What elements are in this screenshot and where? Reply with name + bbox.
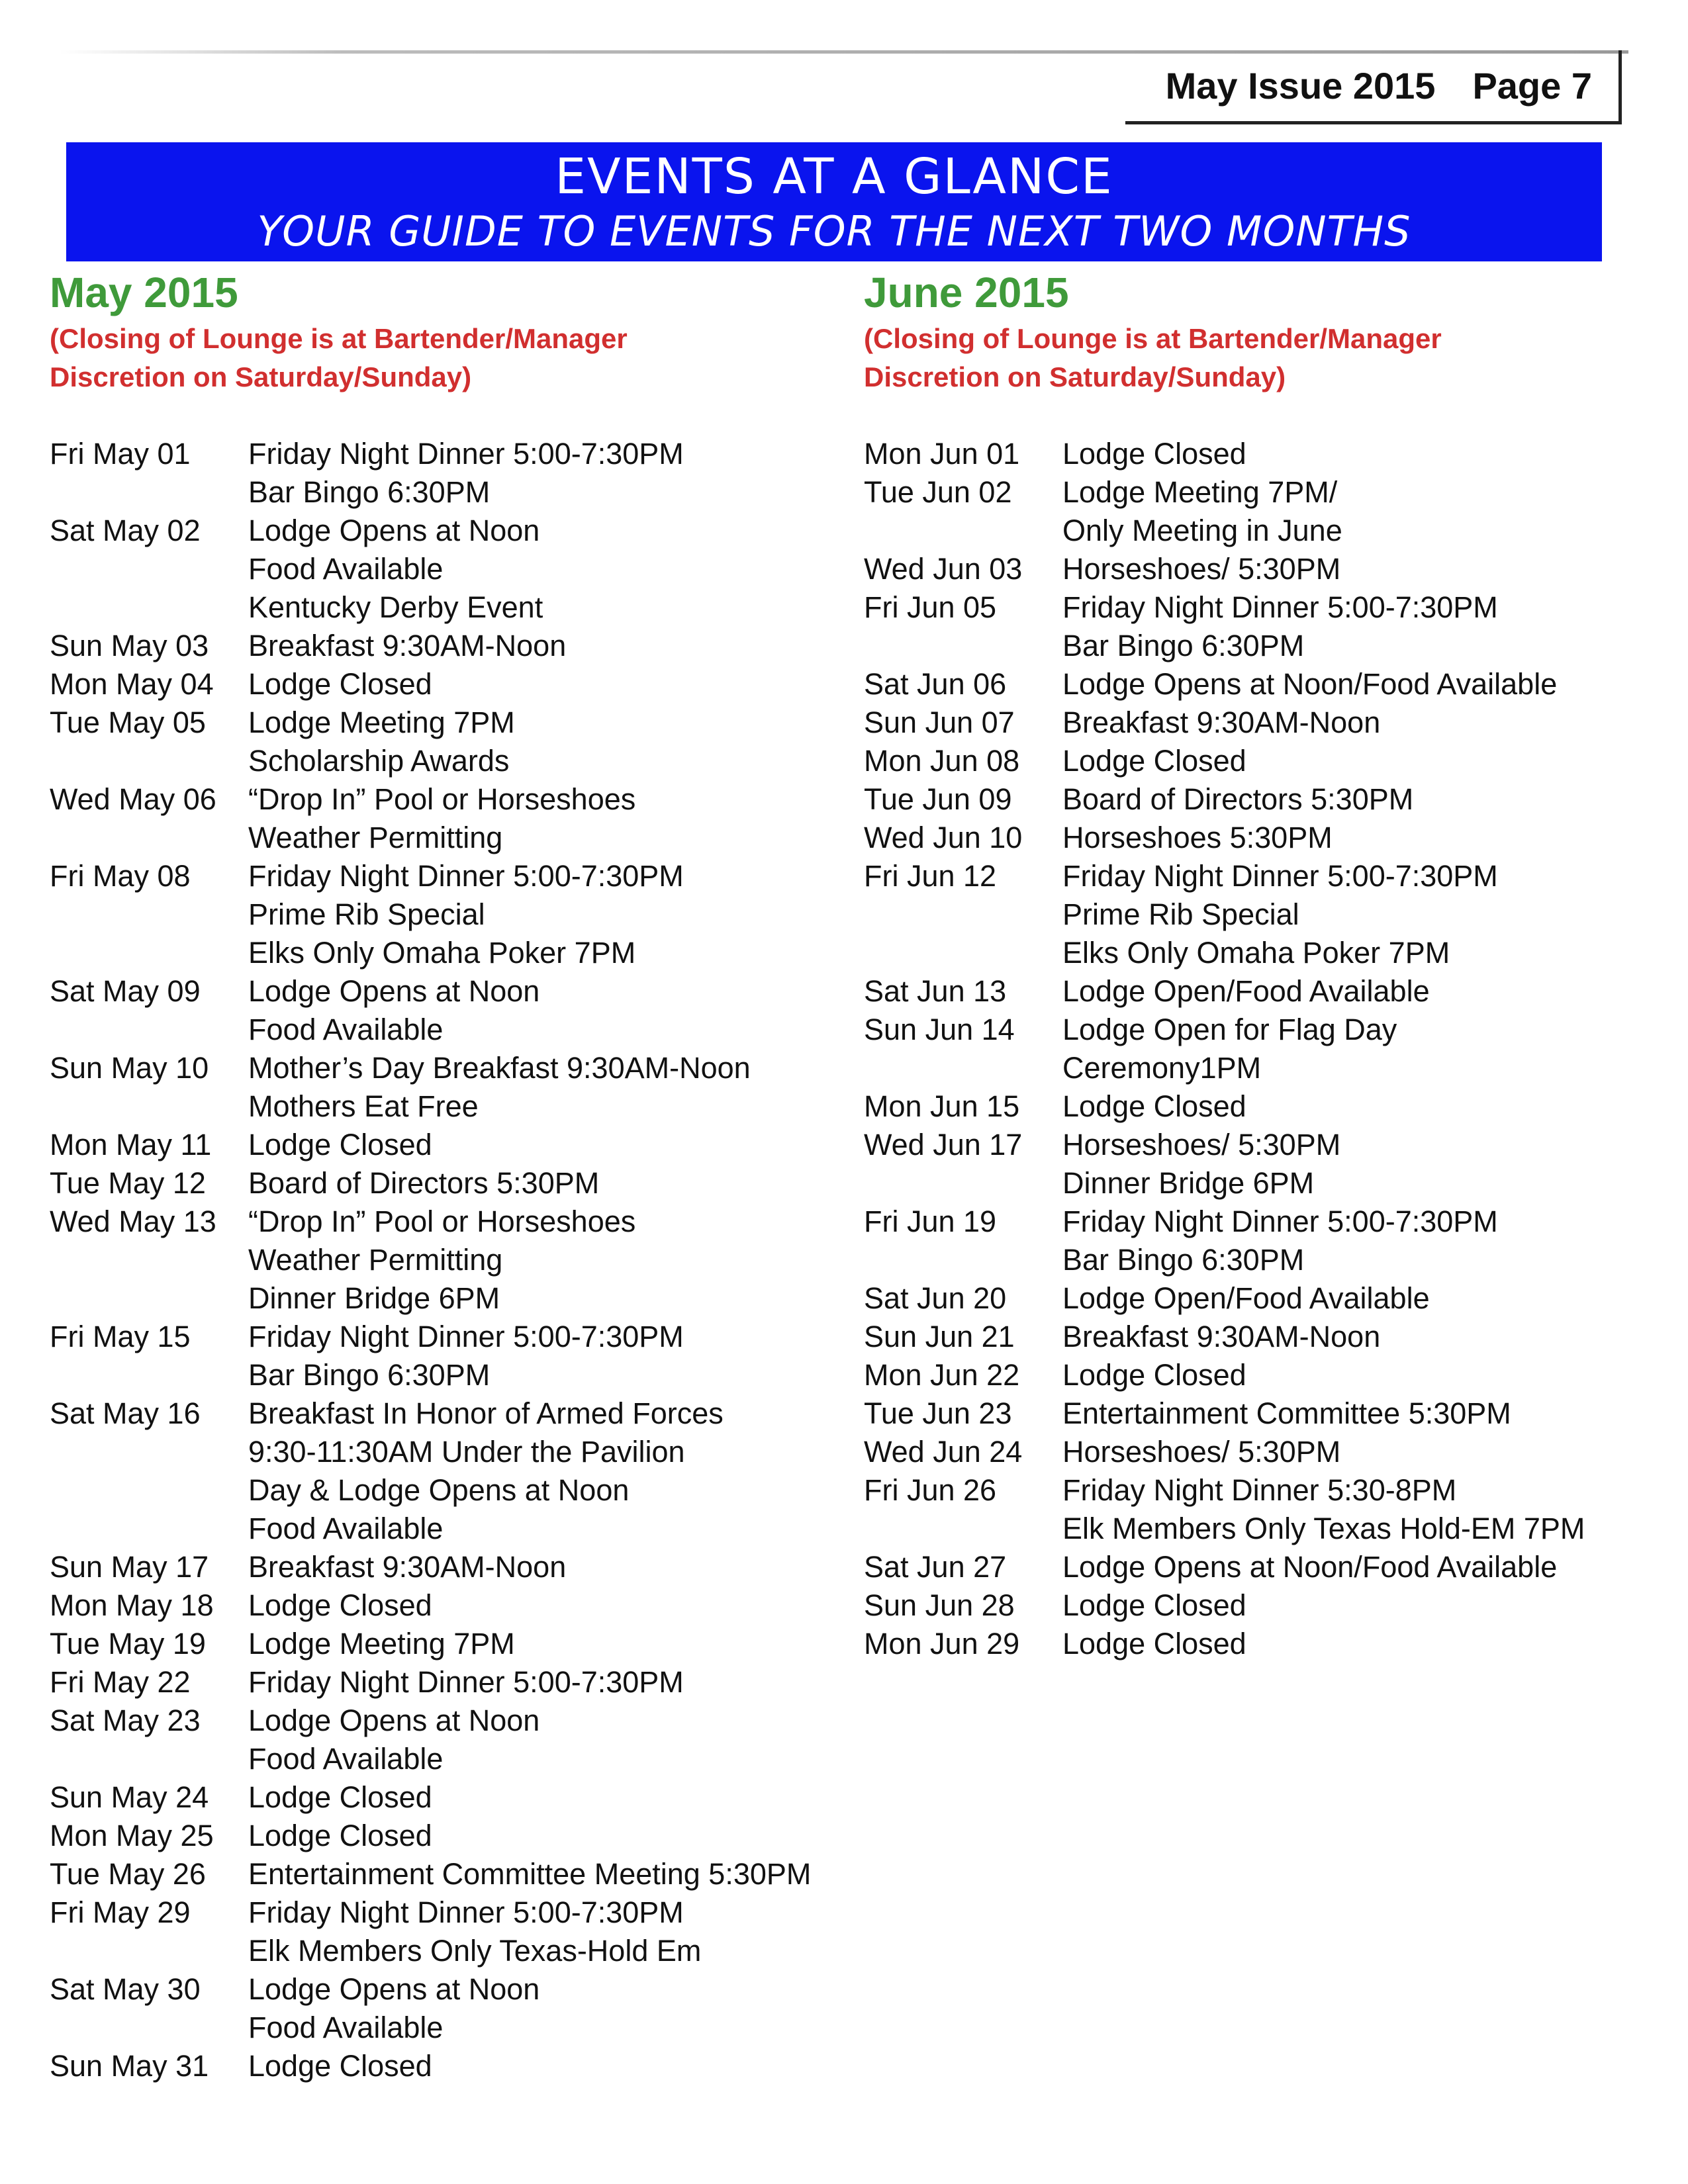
event-date [864,1510,1062,1548]
event-row [50,1049,824,1087]
event-description: Mother’s Day Breakfast 9:30AM-Noon [248,1051,751,1085]
events-banner [66,142,1602,261]
event-row [50,1126,824,1164]
event-date [50,819,248,857]
event-date: Sun May 10 [50,1051,209,1085]
event-date: Wed May 06 [50,782,216,816]
event-date [864,1049,1062,1087]
event-date [50,550,248,588]
event-description: Lodge Opens at Noon/Food Available [1062,667,1558,701]
event-date: Tue Jun 09 [864,782,1012,816]
event-date: Mon Jun 15 [864,1089,1020,1123]
event-description: “Drop In” Pool or Horseshoes [248,1205,636,1238]
banner-subtitle: YOUR GUIDE TO EVENTS FOR THE NEXT TWO MONTHS [257,207,1411,255]
event-row [50,512,824,550]
event-date: Sat May 02 [50,514,201,547]
event-description: Lodge Opens at Noon [248,1704,540,1737]
event-date: Sun Jun 21 [864,1320,1015,1353]
event-date [50,1433,248,1471]
event-row [864,473,1658,512]
event-date: Sat Jun 13 [864,974,1007,1008]
event-date: Fri May 15 [50,1320,191,1353]
event-description: Friday Night Dinner 5:00-7:30PM [1062,1205,1498,1238]
event-row [50,435,824,473]
event-description: 9:30-11:30AM Under the Pavilion [248,1435,685,1469]
event-row [864,1356,1658,1394]
event-row [864,857,1658,895]
event-date: Fri May 08 [50,859,191,893]
event-row [50,1203,824,1241]
event-description: Lodge Open/Food Available [1062,974,1430,1008]
page-number: Page 7 [1472,65,1592,107]
event-row [50,972,824,1011]
event-date: Sat May 09 [50,974,201,1008]
event-row [864,1433,1658,1471]
event-row [50,473,824,512]
event-description: Breakfast 9:30AM-Noon [248,1550,567,1584]
event-row [864,665,1658,704]
event-date [50,1740,248,1778]
event-date: Sun Jun 07 [864,705,1015,739]
event-row [50,1702,824,1740]
event-row [864,1394,1658,1433]
event-date: Sat May 30 [50,1972,201,2006]
event-row [50,780,824,819]
event-description: Breakfast In Honor of Armed Forces [248,1396,724,1430]
event-description: Lodge Closed [1062,744,1246,778]
event-description: Friday Night Dinner 5:00-7:30PM [248,1665,684,1699]
event-description: Horseshoes 5:30PM [1062,821,1333,854]
event-row [50,1356,824,1394]
event-row [50,1241,824,1279]
event-description: Mothers Eat Free [248,1089,479,1123]
event-row [50,1011,824,1049]
event-row [50,588,824,627]
event-description: Food Available [248,1742,444,1776]
event-description: Dinner Bridge 6PM [1062,1166,1315,1200]
event-row [50,1087,824,1126]
event-description: Food Available [248,2011,444,2044]
event-date: Wed Jun 03 [864,552,1023,586]
event-row [50,819,824,857]
event-description: Prime Rib Special [1062,897,1299,931]
event-row [50,1586,824,1625]
event-row [864,1087,1658,1126]
event-description: Lodge Meeting 7PM/ [1062,475,1338,509]
event-description: Day & Lodge Opens at Noon [248,1473,630,1507]
may-note [50,320,824,396]
event-row [864,780,1658,819]
event-description: Bar Bingo 6:30PM [1062,1243,1305,1277]
event-description: Breakfast 9:30AM-Noon [1062,1320,1381,1353]
event-row [50,1279,824,1318]
event-row [50,1548,824,1586]
june-event-list [864,435,1658,1663]
event-date [50,934,248,972]
event-row [864,1548,1658,1586]
event-date: Mon Jun 08 [864,744,1020,778]
event-date [864,512,1062,550]
event-date [50,1279,248,1318]
event-date: Wed May 13 [50,1205,216,1238]
event-description: Entertainment Committee 5:30PM [1062,1396,1511,1430]
event-date [50,473,248,512]
event-row [50,857,824,895]
event-row [864,1164,1658,1203]
event-row [864,1625,1658,1663]
event-description: Dinner Bridge 6PM [248,1281,500,1315]
event-row [864,895,1658,934]
event-date: Mon Jun 22 [864,1358,1020,1392]
event-date [50,1932,248,1970]
issue-title: May Issue 2015 [1165,65,1436,107]
event-row [864,627,1658,665]
event-date: Sat Jun 27 [864,1550,1007,1584]
june-column [864,267,1658,1663]
event-description: Elks Only Omaha Poker 7PM [248,936,636,970]
event-description: Elk Members Only Texas Hold-EM 7PM [1062,1512,1585,1545]
event-row [864,742,1658,780]
event-row [50,1663,824,1702]
event-description: Lodge Open/Food Available [1062,1281,1430,1315]
event-date: Sat May 23 [50,1704,201,1737]
event-description: Entertainment Committee Meeting 5:30PM [248,1857,812,1891]
event-row [50,627,824,665]
event-row [50,1164,824,1203]
event-date: Mon Jun 01 [864,437,1020,471]
event-row [50,1778,824,1817]
event-description: Breakfast 9:30AM-Noon [248,629,567,662]
event-date [50,1087,248,1126]
event-row [50,1510,824,1548]
june-note [864,320,1658,396]
event-date: Sun May 24 [50,1780,209,1814]
event-description: Lodge Closed [1062,1358,1246,1392]
event-description: Lodge Closed [1062,1627,1246,1661]
event-date [864,895,1062,934]
event-description: Board of Directors 5:30PM [1062,782,1414,816]
event-description: Lodge Closed [248,1780,432,1814]
event-description: “Drop In” Pool or Horseshoes [248,782,636,816]
event-date: Sat Jun 20 [864,1281,1007,1315]
event-date: Fri May 29 [50,1895,191,1929]
june-title: June 2015 [864,269,1069,316]
event-date: Sat May 16 [50,1396,201,1430]
event-row [864,1126,1658,1164]
issue-header [1125,50,1622,124]
event-date [864,627,1062,665]
banner-title: EVENTS AT A GLANCE [555,148,1113,205]
event-description: Ceremony1PM [1062,1051,1262,1085]
may-event-list [50,435,824,2085]
event-description: Food Available [248,552,444,586]
june-note-line-1: (Closing of Lounge is at Bartender/Manager [864,323,1442,354]
event-row [50,895,824,934]
event-description: Prime Rib Special [248,897,485,931]
event-description: Friday Night Dinner 5:00-7:30PM [248,1320,684,1353]
event-row [50,1471,824,1510]
event-description: Scholarship Awards [248,744,510,778]
event-description: Lodge Closed [248,1128,432,1161]
event-date: Sun May 03 [50,629,209,662]
event-description: Friday Night Dinner 5:00-7:30PM [1062,859,1498,893]
event-row [864,1203,1658,1241]
event-description: Bar Bingo 6:30PM [248,1358,491,1392]
event-date: Tue Jun 23 [864,1396,1012,1430]
event-description: Horseshoes/ 5:30PM [1062,1435,1341,1469]
event-date [50,895,248,934]
event-description: Elks Only Omaha Poker 7PM [1062,936,1450,970]
event-description: Lodge Opens at Noon [248,1972,540,2006]
event-row [864,1011,1658,1049]
event-date: Fri May 22 [50,1665,191,1699]
event-date [864,1164,1062,1203]
event-description: Lodge Closed [1062,437,1246,471]
event-row [50,1893,824,1932]
event-row [50,1740,824,1778]
may-title: May 2015 [50,269,238,316]
event-description: Lodge Opens at Noon [248,514,540,547]
event-description: Only Meeting in June [1062,514,1342,547]
event-description: Friday Night Dinner 5:30-8PM [1062,1473,1457,1507]
event-row [864,1510,1658,1548]
event-date: Tue May 19 [50,1627,206,1661]
event-description: Board of Directors 5:30PM [248,1166,600,1200]
event-date [50,1011,248,1049]
event-date: Wed Jun 10 [864,821,1023,854]
event-row [50,1932,824,1970]
event-date: Wed Jun 24 [864,1435,1023,1469]
event-description: Bar Bingo 6:30PM [248,475,491,509]
event-description: Lodge Opens at Noon [248,974,540,1008]
event-description: Lodge Closed [248,2049,432,2083]
may-note-line-2: Discretion on Saturday/Sunday) [50,361,472,392]
event-description: Lodge Opens at Noon/Food Available [1062,1550,1558,1584]
event-description: Horseshoes/ 5:30PM [1062,1128,1341,1161]
event-date: Mon May 18 [50,1588,214,1622]
event-row [50,1433,824,1471]
june-note-line-2: Discretion on Saturday/Sunday) [864,361,1286,392]
event-row [864,435,1658,473]
event-description: Food Available [248,1013,444,1046]
event-row [864,550,1658,588]
event-date [50,588,248,627]
event-description: Lodge Closed [1062,1588,1246,1622]
event-row [864,1318,1658,1356]
event-date: Fri Jun 05 [864,590,997,624]
event-row [50,1970,824,2009]
event-description: Friday Night Dinner 5:00-7:30PM [1062,590,1498,624]
event-row [50,742,824,780]
event-row [50,2047,824,2085]
event-row [864,588,1658,627]
event-date [864,934,1062,972]
event-description: Bar Bingo 6:30PM [1062,629,1305,662]
event-date: Tue May 12 [50,1166,206,1200]
event-date: Tue May 26 [50,1857,206,1891]
event-date: Sun May 17 [50,1550,209,1584]
event-row [50,704,824,742]
event-row [50,550,824,588]
event-date: Mon Jun 29 [864,1627,1020,1661]
event-date: Sun Jun 28 [864,1588,1015,1622]
event-row [864,1586,1658,1625]
event-date: Wed Jun 17 [864,1128,1023,1161]
event-date: Fri Jun 19 [864,1205,997,1238]
event-row [864,1049,1658,1087]
event-date: Fri Jun 12 [864,859,997,893]
event-date: Mon May 04 [50,667,214,701]
event-row [864,934,1658,972]
event-date [50,2009,248,2047]
event-row [864,1241,1658,1279]
event-date: Sun Jun 14 [864,1013,1015,1046]
event-description: Food Available [248,1512,444,1545]
event-description: Lodge Meeting 7PM [248,1627,515,1661]
event-description: Weather Permitting [248,821,503,854]
event-row [50,2009,824,2047]
event-date [50,1356,248,1394]
event-description: Friday Night Dinner 5:00-7:30PM [248,1895,684,1929]
event-date [50,1471,248,1510]
event-date: Tue May 05 [50,705,206,739]
event-date: Fri May 01 [50,437,191,471]
event-row [864,1471,1658,1510]
event-description: Lodge Closed [1062,1089,1246,1123]
event-date: Mon May 25 [50,1819,214,1852]
event-row [50,1855,824,1893]
event-row [50,1394,824,1433]
event-description: Friday Night Dinner 5:00-7:30PM [248,437,684,471]
event-row [864,972,1658,1011]
event-row [864,704,1658,742]
event-description: Horseshoes/ 5:30PM [1062,552,1341,586]
event-date [864,1241,1062,1279]
event-row [50,1817,824,1855]
event-description: Kentucky Derby Event [248,590,543,624]
event-row [50,1318,824,1356]
event-description: Elk Members Only Texas-Hold Em [248,1934,702,1968]
event-row [50,665,824,704]
may-column [50,267,824,2085]
event-date: Mon May 11 [50,1128,212,1161]
event-description: Lodge Open for Flag Day [1062,1013,1397,1046]
event-row [864,1279,1658,1318]
event-row [864,512,1658,550]
event-description: Lodge Meeting 7PM [248,705,515,739]
event-description: Lodge Closed [248,1588,432,1622]
event-description: Lodge Closed [248,667,432,701]
event-date [50,1241,248,1279]
event-row [50,1625,824,1663]
event-date: Sun May 31 [50,2049,209,2083]
event-description: Breakfast 9:30AM-Noon [1062,705,1381,739]
event-row [864,819,1658,857]
event-date: Sat Jun 06 [864,667,1007,701]
event-date [50,1510,248,1548]
event-description: Lodge Closed [248,1819,432,1852]
event-date [50,742,248,780]
event-row [50,934,824,972]
event-description: Friday Night Dinner 5:00-7:30PM [248,859,684,893]
event-description: Weather Permitting [248,1243,503,1277]
event-date: Tue Jun 02 [864,475,1012,509]
may-note-line-1: (Closing of Lounge is at Bartender/Manager [50,323,628,354]
event-date: Fri Jun 26 [864,1473,997,1507]
